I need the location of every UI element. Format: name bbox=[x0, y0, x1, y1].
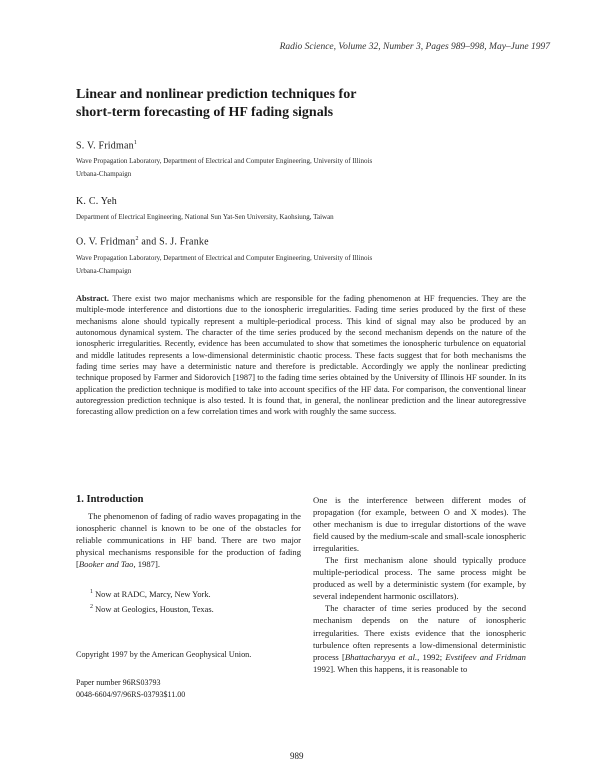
affiliation-2: Department of Electrical Engineering, National Sun Yat-Sen University, Kaohsiung, Taiwan bbox=[76, 213, 334, 221]
title-line-1: Linear and nonlinear prediction techniques for bbox=[76, 87, 357, 102]
right-paragraph-1: One is the interference between different modes of propagation (for example, between O and X modes). The other mechanism is due to irregular distortions of the wave field caused by the medium-scale and small-scale ionospheric irregularities. bbox=[313, 495, 526, 554]
abstract-label: Abstract. bbox=[76, 294, 109, 303]
title-line-2: short-term forecasting of HF fading signals bbox=[76, 105, 334, 120]
footnotes bbox=[76, 586, 301, 616]
running-head: Radio Science, Volume 32, Number 3, Pages 989–998, May–June 1997 bbox=[279, 42, 550, 52]
section-heading-introduction: 1. Introduction bbox=[76, 494, 144, 505]
issn: 0048-6604/97/96RS-03793$11.00 bbox=[76, 690, 186, 699]
abstract-text: There exist two major mechanisms which are responsible for the fading phenomenon at HF frequencies. They are the multiple-mode interference and distortions due to the ionospheric irregularities. Fading time series produced by the first of these mechanisms alone should typically represent a multiple-periodical process. This kind of signal may also be produced by an autonomous dynamical system. The character of the time series produced by the second mechanism depends on the nature of the ionospheric irregularities. Recently, evidence has been accumulated to show that sometimes the ionospheric turbulence on equatorial and middle latitudes represents a low-dimensional deterministic chaotic process. These facts suggest that for both mechanisms the fading time series may have a deterministic nature and therefore is predictable. Accordingly we apply the nonlinear predicting technique proposed by Farmer and Sidorovich [1987] to the fading time series obtained by the University of Illinois HF sounder. In its application the prediction technique is modified to take into account specifics of the HF data. For comparison, the conventional linear autoregression prediction technique is also tested. It is found that, in general, the nonlinear prediction and the linear autoregressive forecasting allow prediction on a few correlation times and work with roughly the same success. bbox=[76, 294, 526, 417]
affiliation-1: Wave Propagation Laboratory, Department of Electrical and Computer Engineering, University of Illinois Urbana-Champaign bbox=[76, 157, 373, 178]
paper-title bbox=[76, 86, 406, 122]
page-number: 989 bbox=[290, 751, 304, 761]
paper-identifiers bbox=[76, 677, 301, 701]
left-column bbox=[76, 510, 301, 570]
author-1: S. V. Fridman$^1$ bbox=[76, 140, 138, 152]
author-2: K. C. Yeh bbox=[76, 196, 117, 207]
copyright-notice: Copyright 1997 by the American Geophysical Union. bbox=[76, 650, 252, 659]
paper-number: Paper number 96RS03793 bbox=[76, 678, 161, 687]
right-column bbox=[313, 494, 526, 675]
intro-paragraph-1: The phenomenon of fading of radio waves propagating in the ionospheric channel is known to be one of the obstacles for reliable communications in HF band. There are two major physical mechanisms responsible for the production of fading [Booker and Tao, 1987]. bbox=[76, 511, 301, 570]
right-paragraph-3: The character of time series produced by the second mechanism depends on the nature of ionospheric irregularities. There exists evidence that the ionospheric turbulence often represents a low-dimensional deterministic process [Bhattacharyya et al., 1992; Evstifeev and Fridman 1992]. When this happens, it is reasonable to bbox=[313, 603, 526, 674]
author-3: O. V. Fridman$^2$ and S. J. Franke bbox=[76, 236, 209, 248]
footnote-2: $^2$ Now at Geologics, Houston, Texas. bbox=[90, 603, 214, 614]
abstract bbox=[76, 293, 526, 418]
right-paragraph-2: The first mechanism alone should typically produce multiple-periodical process. The same process might be produced as well by a deterministic system (for example, by several independent harmonic oscillators). bbox=[313, 555, 526, 602]
affiliation-3: Wave Propagation Laboratory, Department of Electrical and Computer Engineering, University of Illinois Urbana-Champaign bbox=[76, 254, 373, 275]
footnote-1: $^1$ Now at RADC, Marcy, New York. bbox=[90, 589, 211, 599]
